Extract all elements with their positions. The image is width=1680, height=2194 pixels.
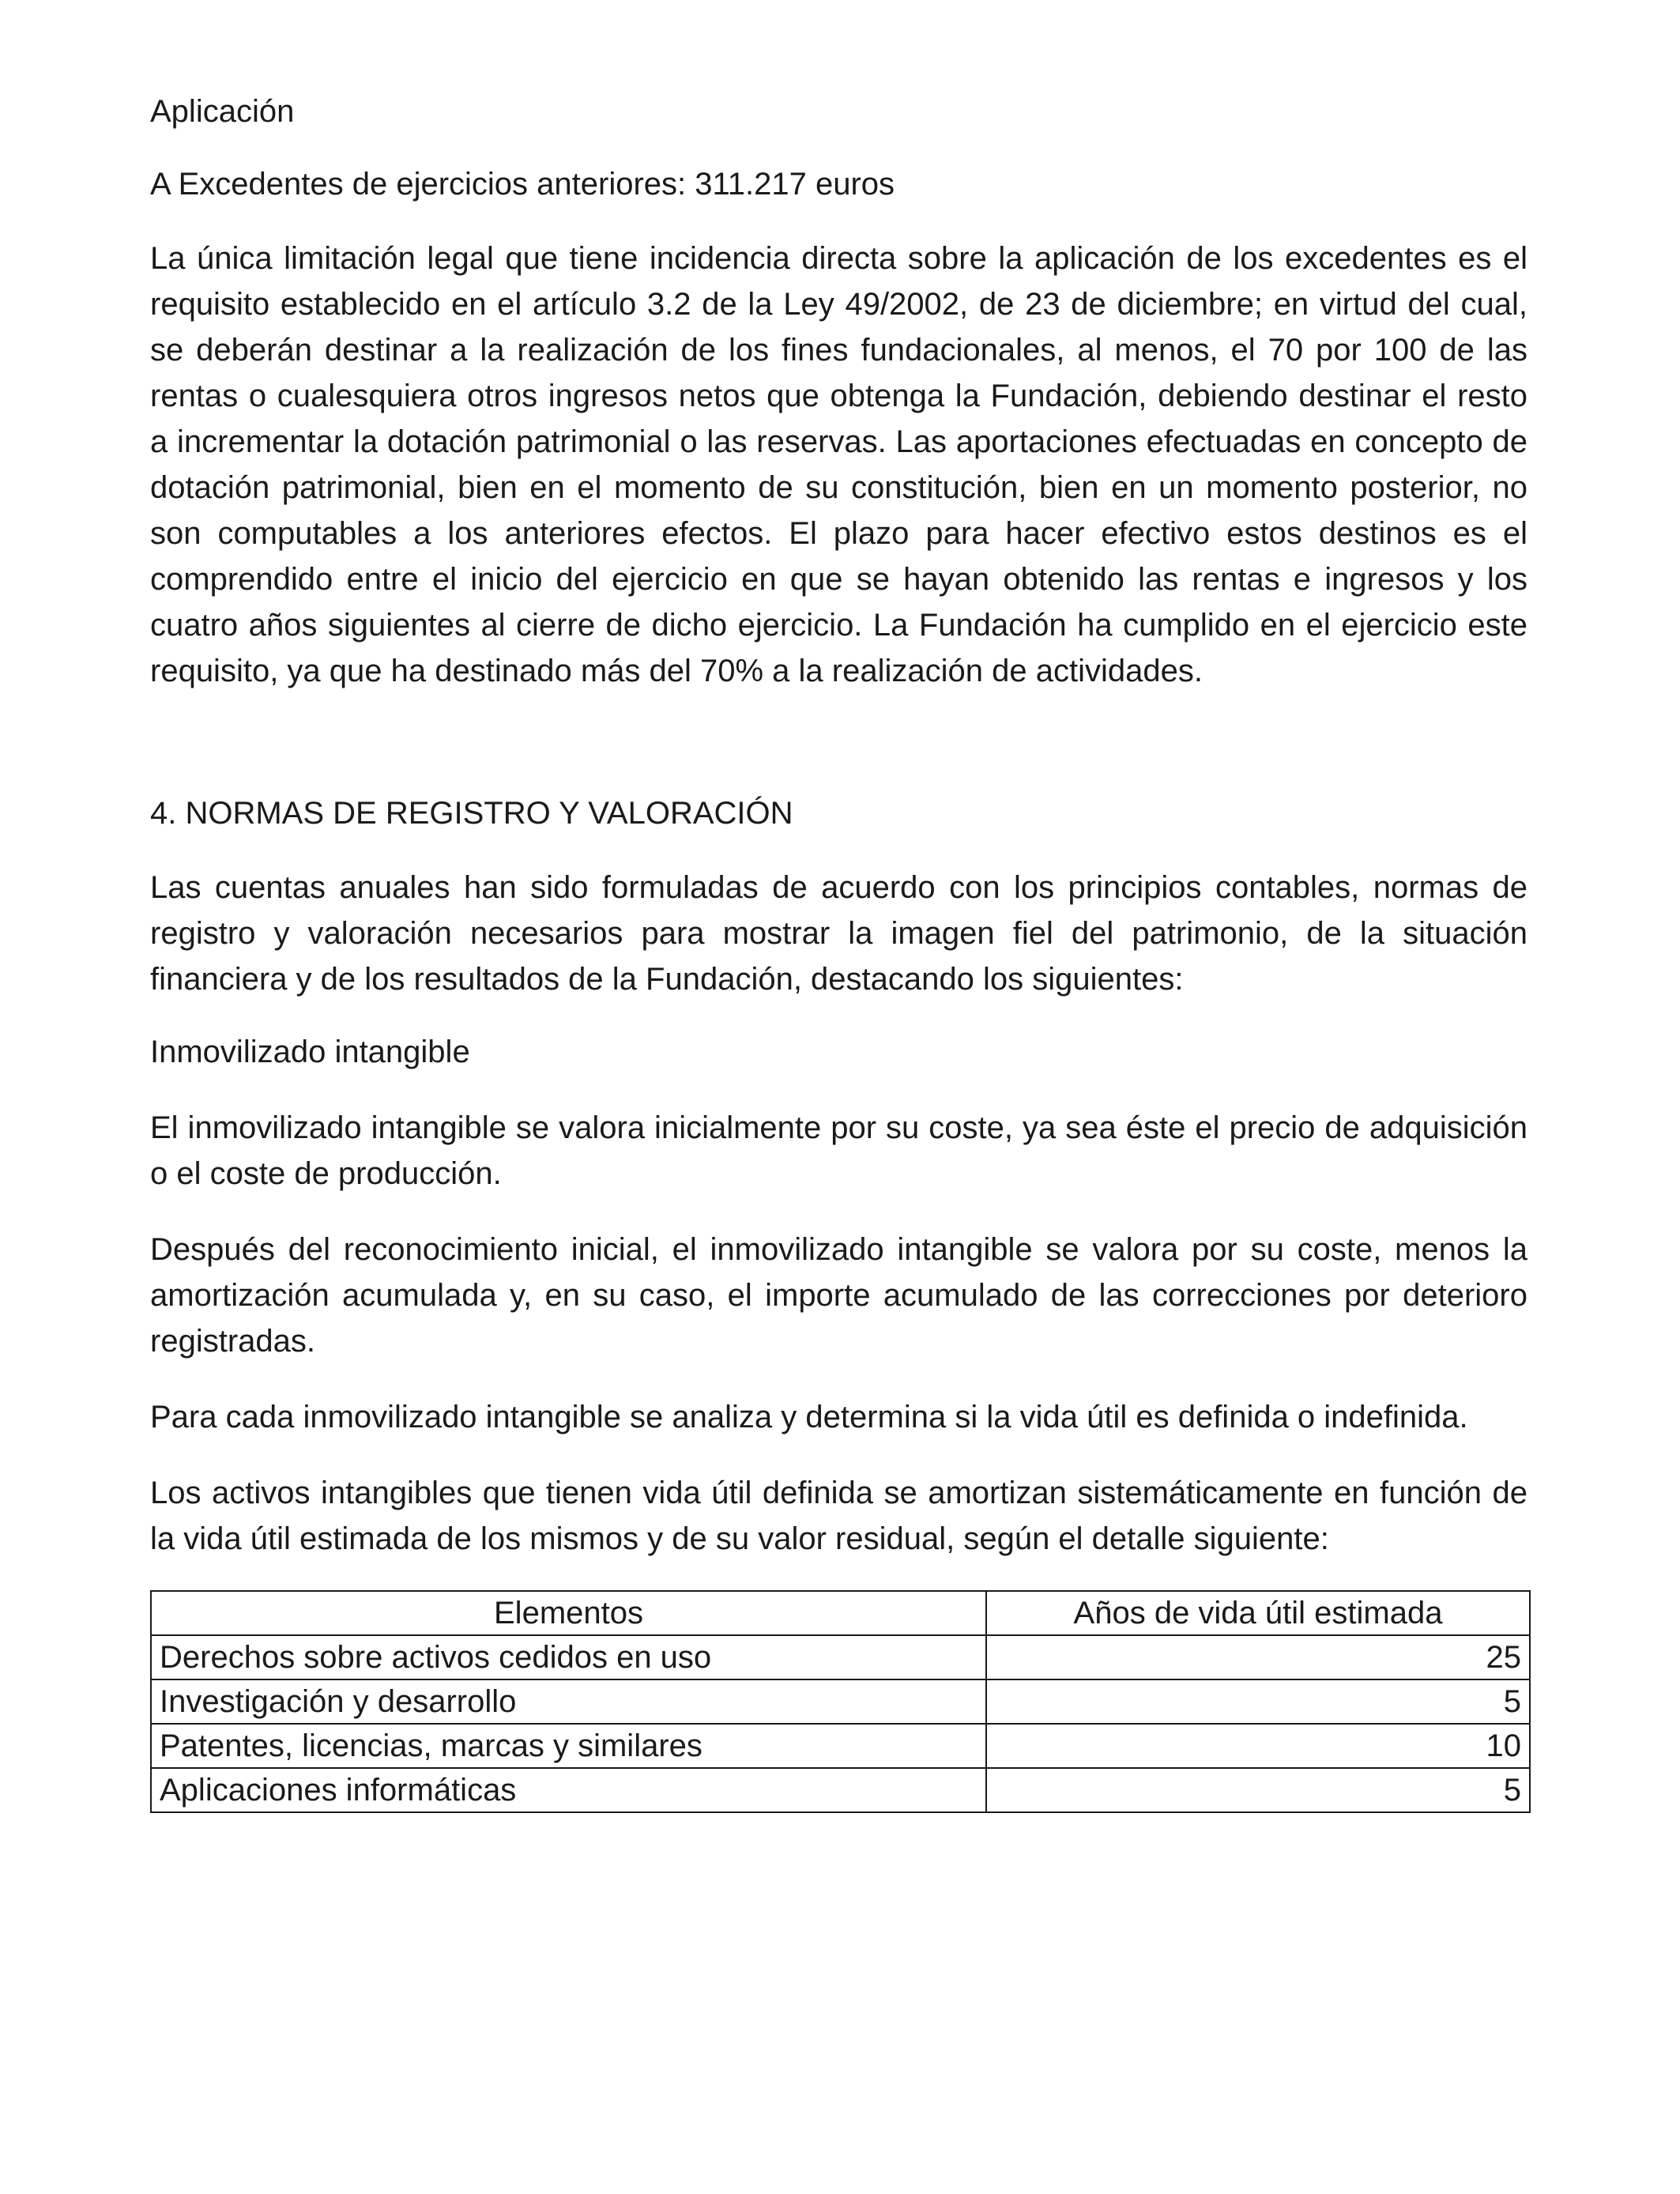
table-cell-anios: 25 (986, 1635, 1530, 1679)
activos-paragraph: Los activos intangibles que tienen vida útil definida se amortizan sistemáticamente en función de la vida útil estimada de los mismos y de su valor residual, según el detalle siguiente: (150, 1476, 1527, 1556)
table-row (151, 1679, 1530, 1724)
table-cell-elemento: Patentes, licencias, marcas y similares (151, 1724, 986, 1768)
vida-util-table (150, 1590, 1531, 1813)
table-header-elementos: Elementos (151, 1591, 986, 1635)
inmovilizado-subheading: Inmovilizado intangible (150, 1035, 470, 1069)
despues-paragraph: Después del reconocimiento inicial, el inmovilizado intangible se valora por su coste, menos la amortización acumulada y, en su caso, el importe acumulado de las correcciones por deterioro registradas. (150, 1232, 1527, 1359)
table-header-row (151, 1591, 1530, 1635)
table-cell-anios: 5 (986, 1768, 1530, 1812)
table-header-anios: Años de vida útil estimada (986, 1591, 1530, 1635)
table-cell-anios: 10 (986, 1724, 1530, 1768)
limitacion-paragraph: La única limitación legal que tiene incidencia directa sobre la aplicación de los excedentes es el requisito establecido en el artículo 3.2 de la Ley 49/2002, de 23 de diciembre; en virtud del cual, se deberán destinar a la realización de los fines fundacionales, al menos, el 70 por 100 de las rentas o cualesquiera otros ingresos netos que obtenga la Fundación, debiendo destinar el resto a incrementar la dotación patrimonial o las reservas. Las aportaciones efectuadas en concepto de dotación patrimonial, bien en el momento de su constitución, bien en un momento posterior, no son computables a los anteriores efectos. El plazo para hacer efectivo estos destinos es el comprendido entre el inicio del ejercicio en que se hayan obtenido las rentas e ingresos y los cuatro años siguientes al cierre de dicho ejercicio. La Fundación ha cumplido en el ejercicio este requisito, ya que ha destinado más del 70% a la realización de actividades. (150, 241, 1527, 688)
table-row (151, 1768, 1530, 1812)
excedentes-line: A Excedentes de ejercicios anteriores: 311.217 euros (150, 167, 895, 202)
table-row (151, 1635, 1530, 1679)
vida-util-paragraph: Para cada inmovilizado intangible se analiza y determina si la vida útil es definida o indefinida. (150, 1400, 1468, 1434)
document-page (150, 89, 1527, 1813)
aplicacion-heading: Aplicación (150, 94, 295, 129)
table-cell-elemento: Investigación y desarrollo (151, 1679, 986, 1724)
coste-paragraph: El inmovilizado intangible se valora inicialmente por su coste, ya sea éste el precio de adquisición o el coste de producción. (150, 1110, 1527, 1191)
table-row (151, 1724, 1530, 1768)
cuentas-paragraph: Las cuentas anuales han sido formuladas de acuerdo con los principios contables, normas de registro y valoración necesarios para mostrar la imagen fiel del patrimonio, de la situación financiera y de los resultados de la Fundación, destacando los siguientes: (150, 870, 1527, 997)
table-cell-anios: 5 (986, 1679, 1530, 1724)
section-heading: 4. NORMAS DE REGISTRO Y VALORACIÓN (150, 796, 793, 831)
table-cell-elemento: Aplicaciones informáticas (151, 1768, 986, 1812)
table-cell-elemento: Derechos sobre activos cedidos en uso (151, 1635, 986, 1679)
